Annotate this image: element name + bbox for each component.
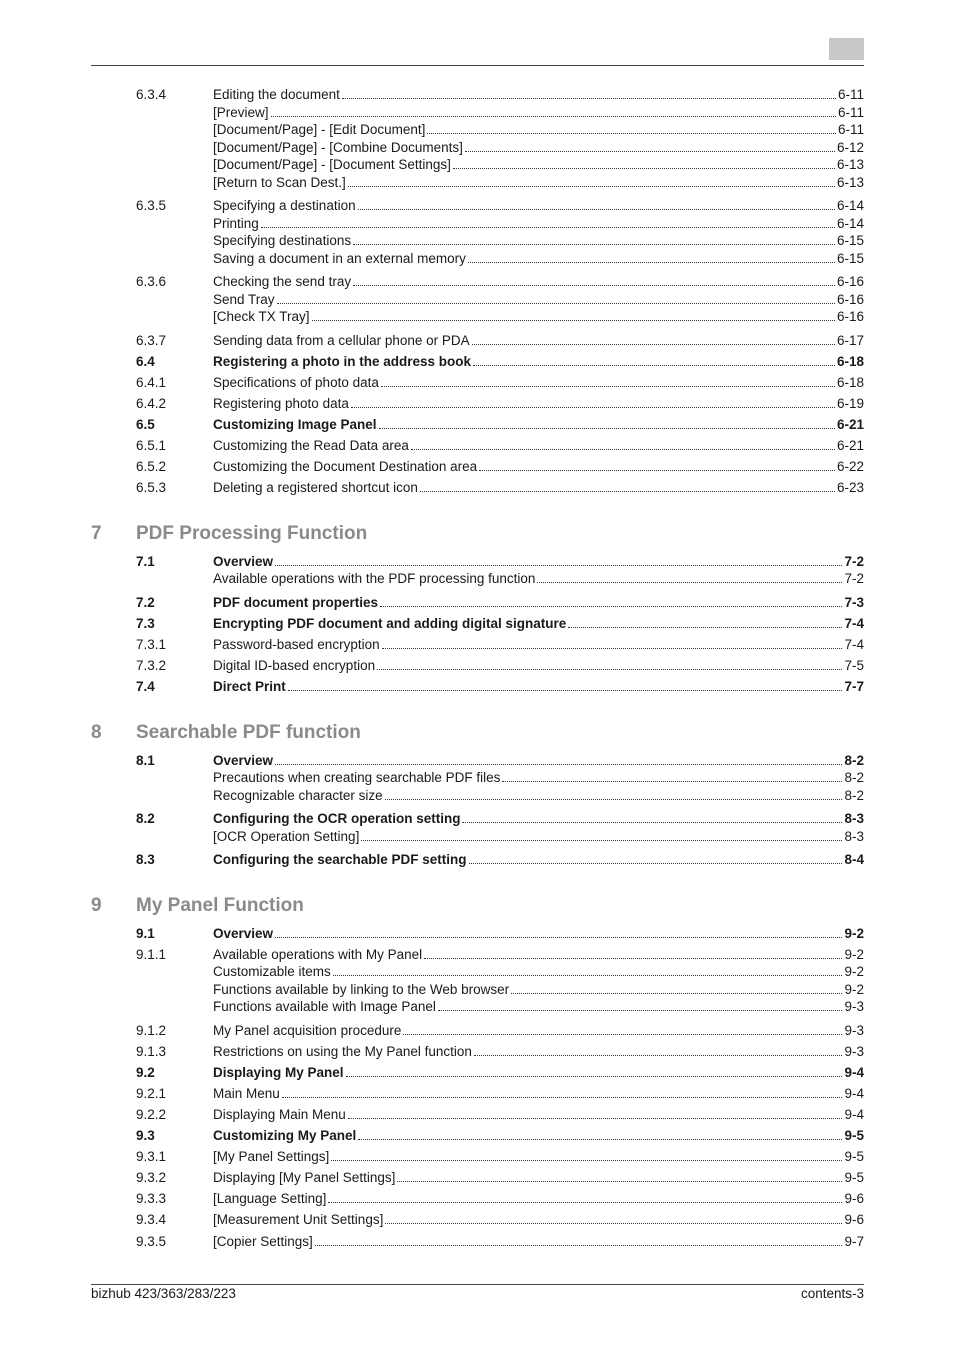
toc-entry-title: Restrictions on using the My Panel function xyxy=(213,1043,472,1059)
toc-entry[interactable] xyxy=(91,139,864,157)
toc-entry-title: [Document/Page] - [Document Settings] xyxy=(213,157,451,172)
toc-entry-page: 6-14 xyxy=(836,198,864,213)
toc-entry-line xyxy=(213,553,864,571)
dot-leader xyxy=(397,1170,842,1182)
toc-entry-title: Printing xyxy=(213,215,259,231)
toc-entry-number: 8.1 xyxy=(136,752,155,768)
toc-entry-line xyxy=(213,104,864,122)
toc-entry-number: 6.3.6 xyxy=(136,274,167,289)
toc-entry-line xyxy=(213,570,864,588)
toc-entry[interactable] xyxy=(91,636,864,654)
toc-entry[interactable] xyxy=(91,594,864,612)
toc-entry-page: 6-23 xyxy=(836,480,864,496)
toc-entry-number: 9.1.2 xyxy=(136,1022,167,1038)
toc-entry[interactable] xyxy=(91,1043,864,1061)
toc-entry-title: Customizable items xyxy=(213,964,331,980)
toc-entry[interactable] xyxy=(91,395,864,413)
toc-entry-number: 9.2 xyxy=(136,1064,155,1080)
dot-leader xyxy=(358,1128,842,1140)
dot-leader xyxy=(468,251,835,263)
toc-entry-number: 7.3 xyxy=(136,615,155,631)
toc-entry-title: Registering a photo in the address book xyxy=(213,353,472,369)
toc-entry-line xyxy=(213,479,864,497)
toc-entry-title: [Copier Settings] xyxy=(213,1233,313,1249)
toc-entry[interactable] xyxy=(91,121,864,139)
toc-entry-number: 6.4 xyxy=(136,353,155,369)
dot-leader xyxy=(465,140,835,152)
toc-entry-title: Recognizable character size xyxy=(213,787,383,803)
toc-entry-line xyxy=(213,636,864,654)
toc-entry-number: 9.2.2 xyxy=(136,1107,167,1122)
dot-leader xyxy=(382,637,843,649)
toc-entry[interactable] xyxy=(91,553,864,571)
toc-entry[interactable] xyxy=(91,1022,864,1040)
table-of-contents xyxy=(91,86,864,1250)
toc-entry-page: 9-2 xyxy=(844,981,864,997)
dot-leader xyxy=(275,554,842,566)
toc-entry-page: 6-18 xyxy=(836,353,864,369)
toc-entry-line xyxy=(213,1127,864,1145)
toc-entry-number: 6.5 xyxy=(136,416,155,432)
toc-entry-line xyxy=(213,981,864,999)
toc-entry[interactable] xyxy=(91,787,864,805)
toc-entry-line xyxy=(213,291,864,309)
toc-entry-line xyxy=(213,1064,864,1082)
toc-entry-line xyxy=(213,174,864,192)
toc-entry-number: 9.3.1 xyxy=(136,1149,167,1165)
toc-entry[interactable] xyxy=(91,156,864,174)
toc-entry-page: 8-2 xyxy=(844,752,864,768)
dot-leader xyxy=(385,788,843,800)
toc-entry-line xyxy=(213,998,864,1016)
toc-entry-line xyxy=(213,332,864,350)
toc-entry-number: 6.3.7 xyxy=(136,332,167,348)
toc-entry-number: 9.3.3 xyxy=(136,1191,167,1207)
toc-entry-title: [OCR Operation Setting] xyxy=(213,828,360,844)
chapter-heading xyxy=(91,520,864,548)
toc-entry-title: Displaying Main Menu xyxy=(213,1107,346,1122)
toc-entry-line xyxy=(213,1043,864,1061)
toc-entry-page: 9-5 xyxy=(844,1149,864,1165)
toc-entry-number: 7.3.1 xyxy=(136,636,167,652)
toc-entry-page: 6-22 xyxy=(836,459,864,475)
toc-entry-line xyxy=(213,437,864,455)
dot-leader xyxy=(348,175,835,187)
footer-rule xyxy=(91,1284,864,1285)
toc-entry-line xyxy=(213,139,864,157)
toc-entry-title: Precautions when creating searchable PDF files xyxy=(213,770,501,786)
dot-leader xyxy=(328,1191,842,1203)
toc-entry[interactable] xyxy=(91,215,864,233)
dot-leader xyxy=(479,459,835,471)
toc-entry-title: Displaying [My Panel Settings] xyxy=(213,1170,396,1186)
toc-entry-page: 6-21 xyxy=(836,437,864,453)
toc-entry-line xyxy=(213,615,864,633)
toc-entry-number: 6.3.5 xyxy=(136,198,167,213)
toc-entry-page: 9-6 xyxy=(844,1191,864,1207)
chapter-title: My Panel Function xyxy=(136,894,304,916)
toc-entry[interactable] xyxy=(91,981,864,999)
toc-entry[interactable] xyxy=(91,437,864,455)
toc-entry[interactable] xyxy=(91,946,864,964)
dot-leader xyxy=(277,292,835,304)
toc-entry-title: Displaying My Panel xyxy=(213,1064,344,1080)
toc-entry[interactable] xyxy=(91,174,864,192)
dot-leader xyxy=(342,87,836,99)
dot-leader xyxy=(288,679,843,691)
toc-entry-line xyxy=(213,273,864,291)
toc-entry-title: [Document/Page] - [Edit Document] xyxy=(213,122,426,137)
toc-entry-title: Direct Print xyxy=(213,679,286,695)
toc-entry-line xyxy=(213,1106,864,1124)
toc-entry-line xyxy=(213,810,864,828)
toc-entry-page: 8-3 xyxy=(844,828,864,844)
toc-entry-page: 7-7 xyxy=(844,679,864,695)
toc-entry[interactable] xyxy=(91,851,864,869)
toc-entry-title: Customizing My Panel xyxy=(213,1128,357,1144)
toc-entry[interactable] xyxy=(91,1106,864,1124)
toc-entry-page: 8-4 xyxy=(844,852,864,868)
toc-entry-page: 6-16 xyxy=(836,291,864,307)
dot-leader xyxy=(346,1065,843,1077)
toc-entry-title: Specifying a destination xyxy=(213,198,356,213)
toc-entry[interactable] xyxy=(91,769,864,787)
toc-entry-title: [Check TX Tray] xyxy=(213,309,310,324)
footer-page-number: contents-3 xyxy=(800,1286,864,1301)
toc-entry-title: Sending data from a cellular phone or PDA xyxy=(213,332,470,348)
toc-entry[interactable] xyxy=(91,479,864,497)
toc-entry[interactable] xyxy=(91,1148,864,1166)
toc-entry-page: 6-19 xyxy=(836,395,864,411)
toc-entry-line xyxy=(213,353,864,371)
footer-product-name: bizhub 423/363/283/223 xyxy=(91,1286,236,1301)
toc-entry-number: 8.3 xyxy=(136,852,155,868)
toc-entry[interactable] xyxy=(91,308,864,326)
toc-entry-page: 8-2 xyxy=(844,770,864,786)
toc-entry-number: 6.4.1 xyxy=(136,374,167,390)
chapter-number: 8 xyxy=(91,721,102,743)
toc-entry-number: 9.1 xyxy=(136,925,155,941)
dot-leader xyxy=(315,1234,843,1246)
toc-entry-title: Specifications of photo data xyxy=(213,374,379,390)
toc-entry-page: 6-11 xyxy=(837,87,864,102)
dot-leader xyxy=(331,1149,842,1161)
dot-leader xyxy=(453,157,835,169)
toc-entry-page: 6-17 xyxy=(836,332,864,348)
toc-entry-page: 6-14 xyxy=(836,215,864,231)
toc-entry-number: 9.2.1 xyxy=(136,1085,167,1101)
toc-entry-page: 9-2 xyxy=(844,964,864,980)
toc-entry-page: 7-4 xyxy=(844,636,864,652)
toc-entry-number: 6.5.3 xyxy=(136,480,167,496)
chapter-tab-marker xyxy=(829,38,864,60)
toc-entry-page: 6-11 xyxy=(837,104,864,120)
dot-leader xyxy=(420,480,835,492)
dot-leader xyxy=(271,105,836,117)
dot-leader xyxy=(473,354,835,366)
chapter-heading xyxy=(91,892,864,920)
toc-entry[interactable] xyxy=(91,828,864,846)
toc-entry-line xyxy=(213,828,864,846)
toc-entry-page: 6-15 xyxy=(836,233,864,248)
toc-entry-number: 7.3.2 xyxy=(136,657,167,673)
toc-entry-number: 9.1.3 xyxy=(136,1043,167,1059)
toc-entry-line xyxy=(213,156,864,174)
dot-leader xyxy=(568,616,842,628)
toc-entry[interactable] xyxy=(91,570,864,588)
toc-entry-line xyxy=(213,232,864,250)
toc-entry-title: Digital ID-based encryption xyxy=(213,657,376,673)
toc-entry-page: 7-5 xyxy=(844,657,864,673)
toc-entry-page: 8-2 xyxy=(844,787,864,803)
toc-entry[interactable] xyxy=(91,232,864,250)
toc-entry-line xyxy=(213,374,864,392)
toc-entry-line xyxy=(213,395,864,413)
toc-entry-line xyxy=(213,657,864,675)
toc-entry-line xyxy=(213,458,864,476)
dot-leader xyxy=(333,964,843,976)
toc-entry-page: 6-13 xyxy=(836,157,864,172)
toc-entry-number: 6.5.2 xyxy=(136,459,167,475)
toc-entry-line xyxy=(213,678,864,696)
dot-leader xyxy=(358,198,835,210)
dot-leader xyxy=(381,375,835,387)
toc-entry-page: 9-3 xyxy=(844,1022,864,1038)
toc-entry-page: 9-2 xyxy=(844,925,864,941)
toc-entry[interactable] xyxy=(91,1127,864,1145)
dot-leader xyxy=(353,233,835,245)
toc-entry-title: Overview xyxy=(213,752,274,768)
toc-entry-title: Customizing the Document Destination area xyxy=(213,459,478,475)
toc-entry-title: Specifying destinations xyxy=(213,233,352,248)
dot-leader xyxy=(261,216,835,228)
toc-entry-line xyxy=(213,86,864,104)
dot-leader xyxy=(380,595,842,607)
toc-entry-line xyxy=(213,215,864,233)
toc-entry-title: Available operations with My Panel xyxy=(213,946,423,962)
dot-leader xyxy=(462,811,842,823)
dot-leader xyxy=(377,658,842,670)
toc-entry[interactable] xyxy=(91,678,864,696)
dot-leader xyxy=(275,926,842,938)
dot-leader xyxy=(282,1086,843,1098)
toc-entry-title: Overview xyxy=(213,925,274,941)
toc-entry-line xyxy=(213,769,864,787)
toc-entry[interactable] xyxy=(91,104,864,122)
header-rule xyxy=(91,65,864,66)
dot-leader xyxy=(502,770,842,782)
toc-entry-number: 7.4 xyxy=(136,679,155,695)
toc-entry[interactable] xyxy=(91,86,864,104)
dot-leader xyxy=(385,1212,842,1224)
dot-leader xyxy=(275,753,842,765)
toc-entry-line xyxy=(213,308,864,326)
toc-entry-title: Configuring the searchable PDF setting xyxy=(213,852,467,868)
dot-leader xyxy=(537,571,842,583)
toc-entry-page: 9-4 xyxy=(844,1064,864,1080)
toc-entry-number: 6.5.1 xyxy=(136,437,167,453)
toc-entry-line xyxy=(213,752,864,770)
toc-entry-line xyxy=(213,1233,864,1251)
toc-entry-page: 6-18 xyxy=(836,374,864,390)
toc-entry-number: 9.3 xyxy=(136,1128,155,1144)
toc-entry-title: Registering photo data xyxy=(213,395,349,411)
toc-entry-line xyxy=(213,1169,864,1187)
toc-entry[interactable] xyxy=(91,1064,864,1082)
chapter-number: 7 xyxy=(91,522,102,544)
toc-entry-title: Main Menu xyxy=(213,1085,280,1101)
toc-entry[interactable] xyxy=(91,353,864,371)
toc-entry-title: [Language Setting] xyxy=(213,1191,327,1207)
toc-entry-title: Available operations with the PDF processing function xyxy=(213,571,536,587)
toc-entry-page: 9-5 xyxy=(844,1170,864,1186)
toc-entry-title: Editing the document xyxy=(213,87,340,102)
toc-entry-line xyxy=(213,197,864,215)
dot-leader xyxy=(348,1107,843,1119)
toc-entry[interactable] xyxy=(91,1211,864,1229)
toc-entry-page: 6-12 xyxy=(836,139,864,155)
toc-entry-page: 6-21 xyxy=(836,416,864,432)
toc-entry-title: Configuring the OCR operation setting xyxy=(213,811,461,827)
toc-entry-title: Customizing the Read Data area xyxy=(213,437,409,453)
toc-entry[interactable] xyxy=(91,963,864,981)
dot-leader xyxy=(379,417,835,429)
toc-entry-line xyxy=(213,963,864,981)
toc-entry-line xyxy=(213,925,864,943)
toc-entry-line xyxy=(213,851,864,869)
toc-entry[interactable] xyxy=(91,458,864,476)
toc-entry[interactable] xyxy=(91,998,864,1016)
toc-entry-title: Password-based encryption xyxy=(213,636,380,652)
dot-leader xyxy=(403,1023,842,1035)
toc-entry-title: [Return to Scan Dest.] xyxy=(213,174,346,190)
toc-entry-title: Overview xyxy=(213,553,274,569)
toc-entry-title: Functions available with Image Panel xyxy=(213,999,436,1015)
dot-leader xyxy=(312,309,835,321)
dot-leader xyxy=(424,947,842,959)
toc-entry-page: 9-3 xyxy=(844,1043,864,1059)
dot-leader xyxy=(411,438,835,450)
toc-entry-page: 7-3 xyxy=(844,594,864,610)
toc-entry[interactable] xyxy=(91,197,864,215)
toc-entry-number: 9.3.4 xyxy=(136,1212,167,1228)
toc-entry-page: 7-2 xyxy=(844,553,864,569)
toc-entry-title: [Preview] xyxy=(213,104,269,120)
toc-entry-number: 9.3.2 xyxy=(136,1170,167,1186)
dot-leader xyxy=(472,333,835,345)
toc-entry-line xyxy=(213,1022,864,1040)
toc-entry-line xyxy=(213,1190,864,1208)
toc-entry-number: 9.3.5 xyxy=(136,1233,167,1249)
toc-entry-number: 6.3.4 xyxy=(136,87,167,102)
dot-leader xyxy=(351,396,835,408)
toc-entry-line xyxy=(213,121,864,139)
toc-entry-line xyxy=(213,416,864,434)
toc-entry-title: Customizing Image Panel xyxy=(213,416,377,432)
toc-entry-title: Functions available by linking to the Web browser xyxy=(213,981,510,997)
toc-entry-page: 7-2 xyxy=(844,571,864,587)
chapter-title: Searchable PDF function xyxy=(136,721,361,743)
toc-entry-number: 6.4.2 xyxy=(136,395,167,411)
toc-entry-title: Checking the send tray xyxy=(213,274,352,289)
chapter-number: 9 xyxy=(91,894,102,916)
toc-entry-line xyxy=(213,946,864,964)
dot-leader xyxy=(474,1044,843,1056)
toc-entry-number: 7.2 xyxy=(136,594,155,610)
toc-entry[interactable] xyxy=(91,273,864,291)
toc-entry-title: PDF document properties xyxy=(213,594,379,610)
dot-leader xyxy=(427,122,836,134)
toc-entry-page: 6-16 xyxy=(836,274,864,289)
toc-entry[interactable] xyxy=(91,1233,864,1251)
dot-leader xyxy=(469,852,843,864)
toc-entry[interactable] xyxy=(91,291,864,309)
toc-entry-page: 9-6 xyxy=(844,1212,864,1228)
toc-entry-page: 6-16 xyxy=(836,309,864,324)
toc-entry[interactable] xyxy=(91,810,864,828)
chapter-heading xyxy=(91,719,864,747)
toc-entry[interactable] xyxy=(91,332,864,350)
toc-entry-title: Deleting a registered shortcut icon xyxy=(213,480,418,496)
toc-entry-page: 8-3 xyxy=(844,811,864,827)
toc-entry[interactable] xyxy=(91,416,864,434)
toc-entry-title: [My Panel Settings] xyxy=(213,1149,330,1165)
toc-entry-line xyxy=(213,250,864,268)
toc-entry[interactable] xyxy=(91,374,864,392)
toc-entry[interactable] xyxy=(91,1190,864,1208)
toc-entry-page: 9-7 xyxy=(844,1233,864,1249)
toc-entry-page: 7-4 xyxy=(844,615,864,631)
toc-entry-title: Send Tray xyxy=(213,291,275,307)
dot-leader xyxy=(361,829,842,841)
toc-entry-page: 6-11 xyxy=(837,122,864,137)
toc-entry-page: 9-2 xyxy=(844,946,864,962)
dot-leader xyxy=(511,982,842,994)
dot-leader xyxy=(438,999,843,1011)
toc-entry-number: 7.1 xyxy=(136,553,155,569)
toc-entry[interactable] xyxy=(91,1085,864,1103)
toc-entry[interactable] xyxy=(91,615,864,633)
toc-entry-line xyxy=(213,787,864,805)
toc-entry[interactable] xyxy=(91,925,864,943)
toc-entry-line xyxy=(213,1085,864,1103)
toc-entry-page: 9-4 xyxy=(844,1107,864,1122)
toc-entry-page: 9-5 xyxy=(844,1128,864,1144)
chapter-title: PDF Processing Function xyxy=(136,522,368,544)
toc-entry[interactable] xyxy=(91,250,864,268)
toc-entry-title: [Document/Page] - [Combine Documents] xyxy=(213,139,463,155)
toc-entry-line xyxy=(213,1148,864,1166)
toc-entry-page: 9-4 xyxy=(844,1085,864,1101)
toc-entry-title: Encrypting PDF document and adding digital signature xyxy=(213,615,567,631)
toc-entry-title: Saving a document in an external memory xyxy=(213,250,466,266)
toc-entry-title: [Measurement Unit Settings] xyxy=(213,1212,384,1228)
toc-entry[interactable] xyxy=(91,752,864,770)
toc-entry-title: My Panel acquisition procedure xyxy=(213,1022,402,1038)
toc-entry-page: 6-15 xyxy=(836,250,864,266)
toc-entry-page: 6-13 xyxy=(836,174,864,190)
toc-entry-page: 9-3 xyxy=(844,999,864,1015)
toc-entry-number: 8.2 xyxy=(136,811,155,827)
toc-entry[interactable] xyxy=(91,1169,864,1187)
toc-entry-line xyxy=(213,594,864,612)
toc-entry-number: 9.1.1 xyxy=(136,946,167,962)
dot-leader xyxy=(353,274,835,286)
toc-entry[interactable] xyxy=(91,657,864,675)
toc-entry-line xyxy=(213,1211,864,1229)
